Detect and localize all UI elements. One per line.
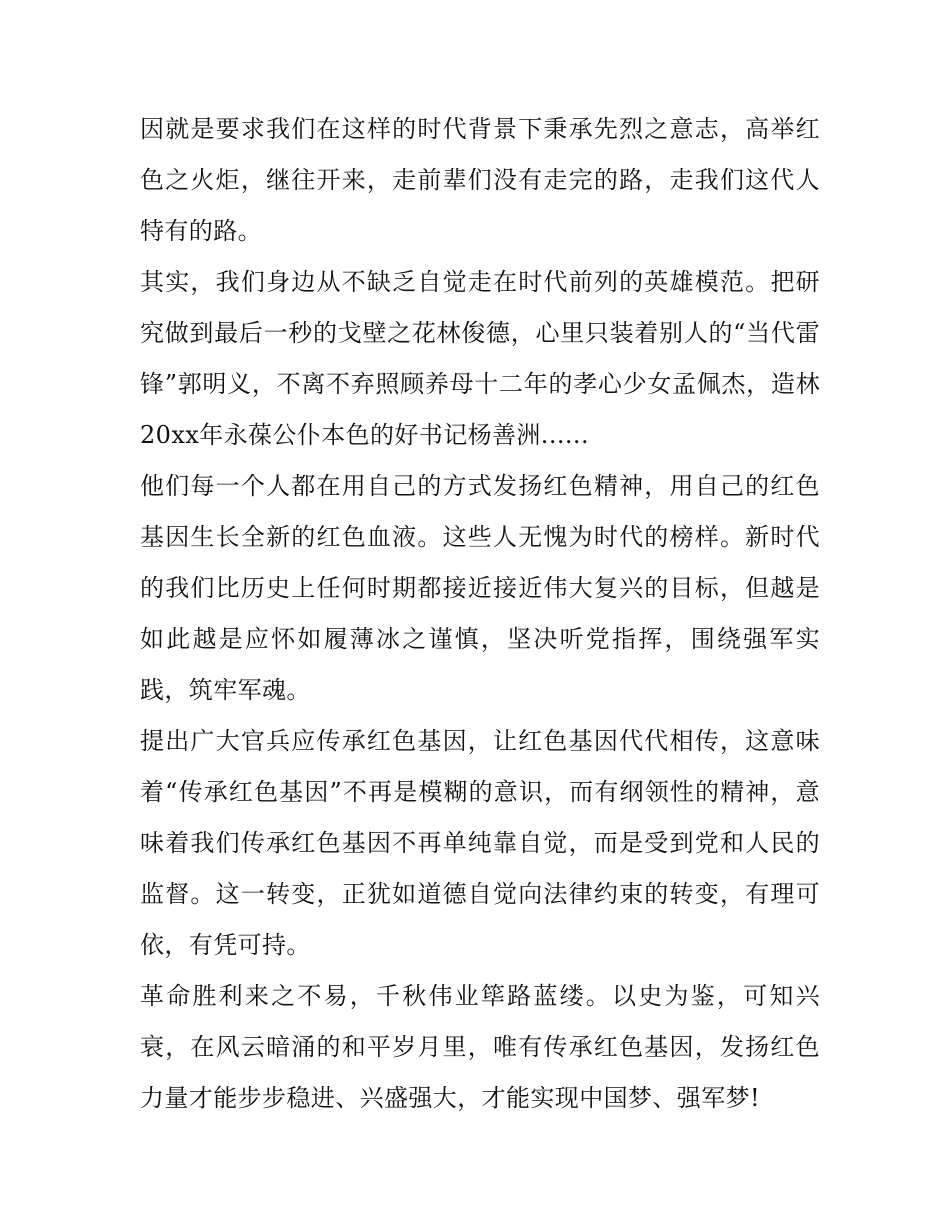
paragraph-3: 他们每一个人都在用自己的方式发扬红色精神，用自己的红色基因生长全新的红色血液。这些人无愧为时代的榜样。新时代的我们比历史上任何时期都接近接近伟大复兴的目标，但越是如此越是应怀如履薄冰之谨慎，坚决听党指挥，围绕强军实践，筑牢军魂。 xyxy=(140,472,820,704)
paragraph-1: 因就是要求我们在这样的时代背景下秉承先烈之意志，高举红色之火炬，继往开来，走前辈们没有走完的路，走我们这代人特有的路。 xyxy=(140,115,820,245)
paragraph-4: 提出广大官兵应传承红色基因，让红色基因代代相传，这意味着“传承红色基因”不再是模糊的意识，而有纲领性的精神，意味着我们传承红色基因不再单纯靠自觉，而是受到党和人民的监督。这一转变，正犹如道德自觉向法律约束的转变，有理可依，有凭可持。 xyxy=(140,727,820,959)
document-body xyxy=(140,104,820,1124)
paragraph-5: 革命胜利来之不易，千秋伟业筚路蓝缕。以史为鉴，可知兴衰，在风云暗涌的和平岁月里，唯有传承红色基因，发扬红色力量才能步步稳进、兴盛强大，才能实现中国梦、强军梦! xyxy=(140,982,820,1112)
paragraph-2: 其实，我们身边从不缺乏自觉走在时代前列的英雄模范。把研究做到最后一秒的戈壁之花林俊德，心里只装着别人的“当代雷锋”郭明义，不离不弃照顾养母十二年的孝心少女孟佩杰，造林20xx年永葆公仆本色的好书记杨善洲...... xyxy=(140,268,820,449)
